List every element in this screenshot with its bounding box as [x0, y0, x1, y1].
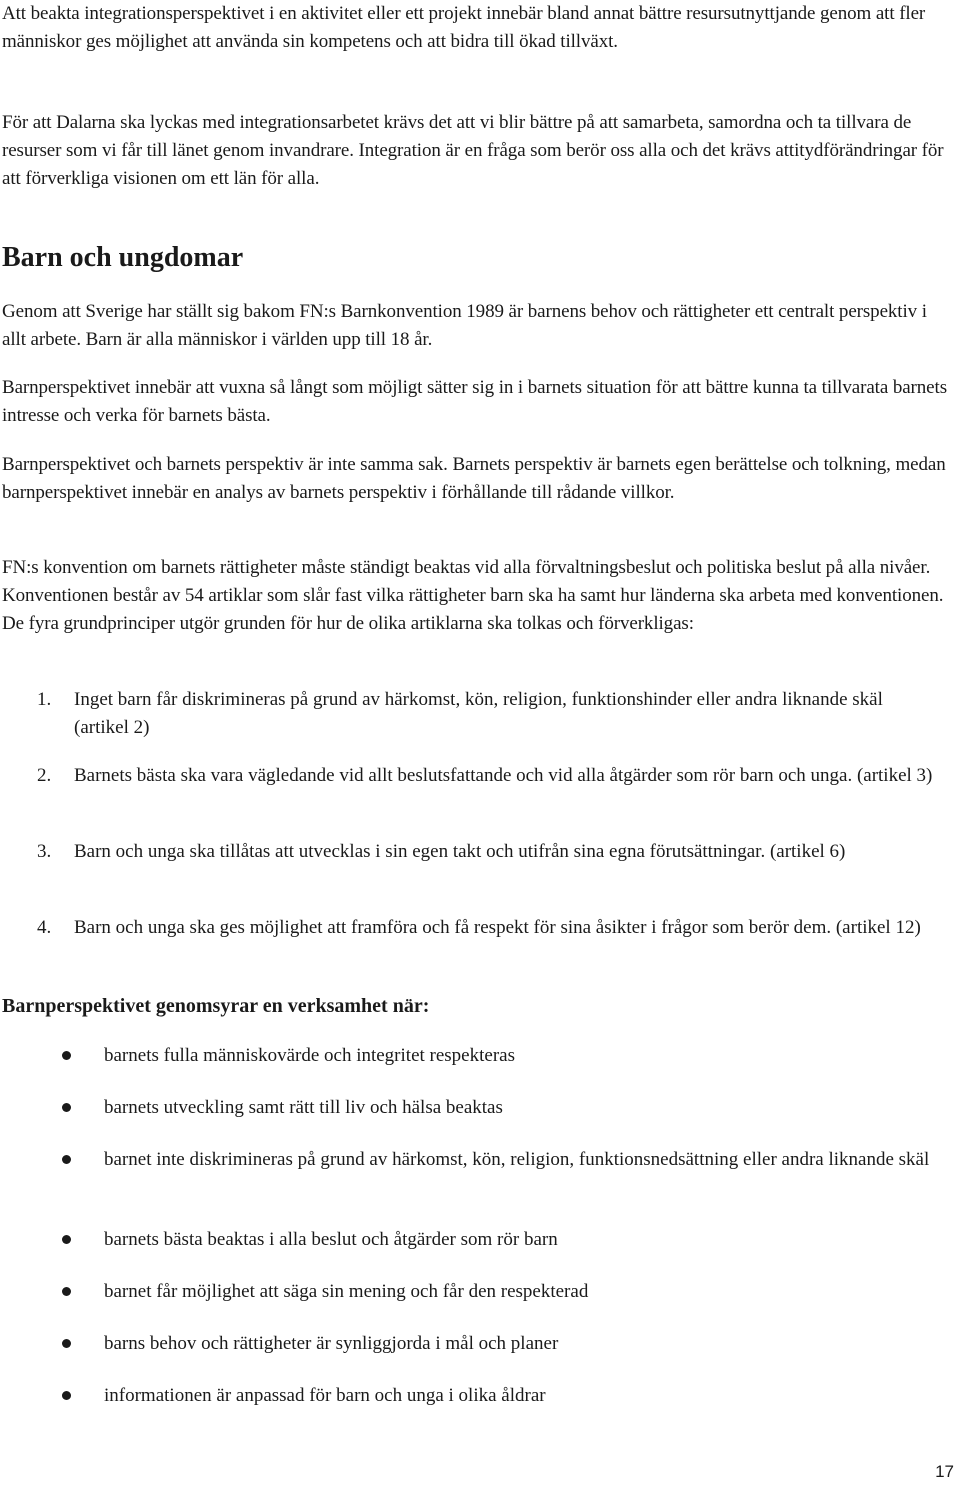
- body-paragraph-2: Barnperspektivet innebär att vuxna så långt som möjligt sätter sig in i barnets situation för att bättre kunna ta tillvarata barnets intresse och verka för barnets bästa.: [2, 377, 947, 426]
- bullet-icon: [62, 1235, 71, 1244]
- list-item: [0, 1042, 940, 1094]
- list-item: [0, 914, 940, 990]
- list-number: 2.: [37, 765, 52, 786]
- criteria-list: [0, 1042, 940, 1434]
- list-item: [0, 1330, 940, 1382]
- list-item: [0, 838, 940, 914]
- list-item-text: barnets utveckling samt rätt till liv och hälsa beaktas: [104, 1097, 503, 1118]
- intro-paragraph-1: Att beakta integrationsperspektivet i en aktivitet eller ett projekt innebär bland annat bättre resursutnyttjande genom att fler människor ges möjlighet att använda sin kompetens och att bidra till ökad tillväxt.: [2, 3, 926, 52]
- body-paragraph-1: Genom att Sverige har ställt sig bakom FN:s Barnkonvention 1989 är barnens behov och rättigheter ett centralt perspektiv i allt arbete. Barn är alla människor i världen upp till 18 år.: [2, 301, 927, 350]
- bullet-icon: [62, 1155, 71, 1164]
- list-number: 4.: [37, 917, 52, 938]
- bullet-icon: [62, 1339, 71, 1348]
- principles-list: [0, 686, 940, 990]
- section-heading: Barn och ungdomar: [2, 242, 244, 273]
- bullet-icon: [62, 1391, 71, 1400]
- bullet-icon: [62, 1103, 71, 1112]
- subheading: Barnperspektivet genomsyrar en verksamhet när:: [2, 995, 430, 1017]
- list-item-text: Barn och unga ska tillåtas att utvecklas i sin egen takt och utifrån sina egna förutsättningar. (artikel 6): [74, 841, 846, 862]
- list-number: 3.: [37, 841, 52, 862]
- body-paragraph-4: FN:s konvention om barnets rättigheter måste ständigt beaktas vid alla förvaltningsbeslut och politiska beslut på alla nivåer. Konventionen består av 54 artiklar som slår fast vilka rättigheter barn ska ha samt hur länderna ska arbeta med konventionen. De fyra grundprinciper utgör grunden för hur de olika artiklarna ska tolkas och förverkligas:: [2, 557, 944, 634]
- list-item-text: barnet inte diskrimineras på grund av härkomst, kön, religion, funktionsnedsättning eller andra liknande skäl: [104, 1149, 930, 1170]
- list-item-text: barnets bästa beaktas i alla beslut och åtgärder som rör barn: [104, 1229, 558, 1250]
- list-item: [0, 1382, 940, 1434]
- list-item: [0, 686, 940, 762]
- list-item-text: barns behov och rättigheter är synliggjorda i mål och planer: [104, 1333, 559, 1354]
- list-item: [0, 1278, 940, 1330]
- list-item-text: barnets fulla människovärde och integritet respekteras: [104, 1045, 515, 1066]
- body-paragraph-3: Barnperspektivet och barnets perspektiv är inte samma sak. Barnets perspektiv är barnets egen berättelse och tolkning, medan barnperspektivet innebär en analys av barnets perspektiv i förhållande till rådande villkor.: [2, 454, 946, 503]
- list-item-text: informationen är anpassad för barn och unga i olika åldrar: [104, 1385, 546, 1406]
- bullet-icon: [62, 1051, 71, 1060]
- bullet-icon: [62, 1287, 71, 1296]
- list-item: [0, 1226, 940, 1278]
- list-item: [0, 1094, 940, 1146]
- list-item: [0, 762, 940, 838]
- list-number: 1.: [37, 689, 52, 710]
- intro-paragraph-2: För att Dalarna ska lyckas med integrationsarbetet krävs det att vi blir bättre på att samarbeta, samordna och ta tillvara de resurser som vi får till länet genom invandrare. Integration är en fråga som berör oss alla och det krävs attitydförändringar för att förverkliga visionen om ett län för alla.: [2, 112, 944, 189]
- page-number: 17: [935, 1462, 954, 1481]
- list-item-text: Barnets bästa ska vara vägledande vid allt beslutsfattande och vid alla åtgärder som rör barn och unga. (artikel 3): [74, 765, 933, 786]
- list-item-text: Inget barn får diskrimineras på grund av härkomst, kön, religion, funktionshinder eller andra liknande skäl (artikel 2): [74, 689, 883, 738]
- list-item-text: barnet får möjlighet att säga sin mening och får den respekterad: [104, 1281, 589, 1302]
- list-item-text: Barn och unga ska ges möjlighet att framföra och få respekt för sina åsikter i frågor som berör dem. (artikel 12): [74, 917, 921, 938]
- list-item: [0, 1146, 940, 1226]
